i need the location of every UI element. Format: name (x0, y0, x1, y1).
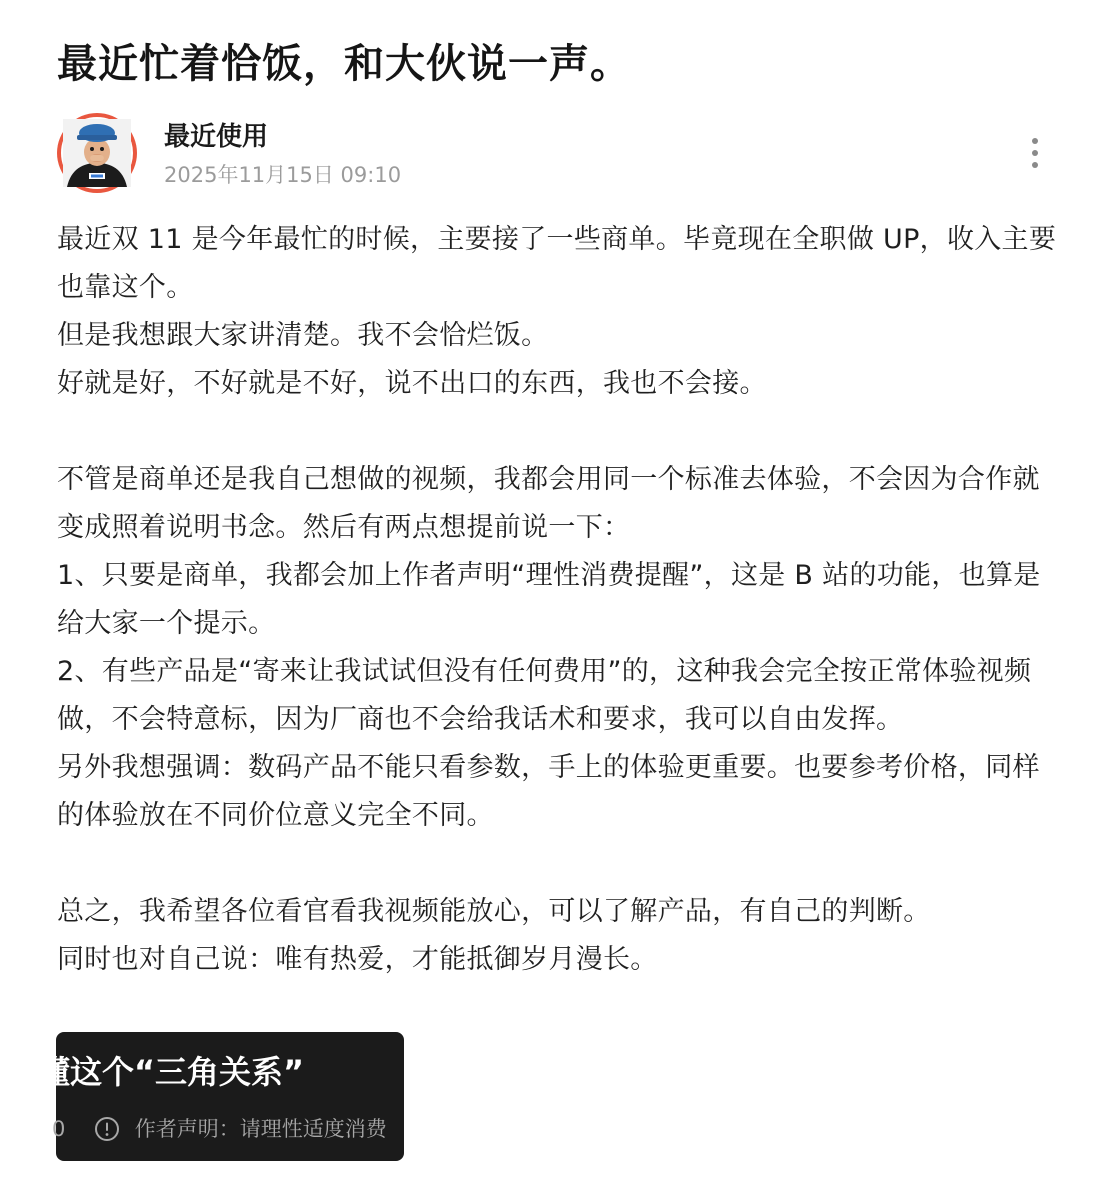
article-paragraph: 不管是商单还是我自己想做的视频，我都会用同一个标准去体验，不会因为合作就变成照着说明书念。然后有两点想提前说一下： (57, 464, 1040, 543)
more-vertical-icon (1032, 150, 1038, 156)
article-paragraph: 但是我想跟大家讲清楚。我不会恰烂饭。 (57, 320, 549, 351)
article-paragraph: 2、有些产品是“寄来让我试试但没有任何费用”的，这种我会完全按正常体验视频做，不会特意标，因为厂商也不会给我话术和要求，我可以自由发挥。 (57, 656, 1032, 735)
video-card[interactable] (38, 1032, 404, 1161)
author-header (57, 113, 1057, 193)
post-title: 最近忙着恰饭，和大伙说一声。 (57, 41, 631, 87)
more-options-button[interactable] (1023, 135, 1047, 171)
article-body (57, 216, 1067, 984)
article-paragraph: 总之，我希望各位看官看我视频能放心，可以了解产品，有自己的判断。 (57, 896, 931, 927)
more-vertical-icon (1032, 138, 1038, 144)
article-paragraph: 同时也对自己说：唯有热爱，才能抵御岁月漫长。 (57, 944, 658, 975)
paragraph-spacer (57, 408, 1067, 456)
article-paragraph: 好就是好，不好就是不好，说不出口的东西，我也不会接。 (57, 368, 767, 399)
article-paragraph: 另外我想强调：数码产品不能只看参数，手上的体验更重要。也要参考价格，同样的体验放在不同价位意义完全不同。 (57, 752, 1040, 831)
avatar-image (61, 117, 133, 189)
author-name[interactable]: 最近使用 (164, 122, 269, 152)
video-count: 0 (52, 1117, 66, 1141)
paragraph-spacer (57, 840, 1067, 888)
exclamation-circle-icon (94, 1116, 120, 1142)
video-meta (52, 1110, 387, 1146)
avatar[interactable] (57, 113, 137, 193)
video-title: 懂这个“三角关系” (38, 1053, 305, 1091)
more-vertical-icon (1032, 162, 1038, 168)
avatar-photo-icon (63, 119, 131, 187)
article-paragraph: 最近双 11 是今年最忙的时候，主要接了一些商单。毕竟现在全职做 UP，收入主要也靠这个。 (57, 224, 1057, 303)
post-timestamp: 2025年11月15日 09:10 (164, 163, 402, 187)
author-notice: 作者声明：请理性适度消费 (134, 1117, 387, 1141)
article-paragraph: 1、只要是商单，我都会加上作者声明“理性消费提醒”，这是 B 站的功能，也算是给大家一个提示。 (57, 560, 1041, 639)
